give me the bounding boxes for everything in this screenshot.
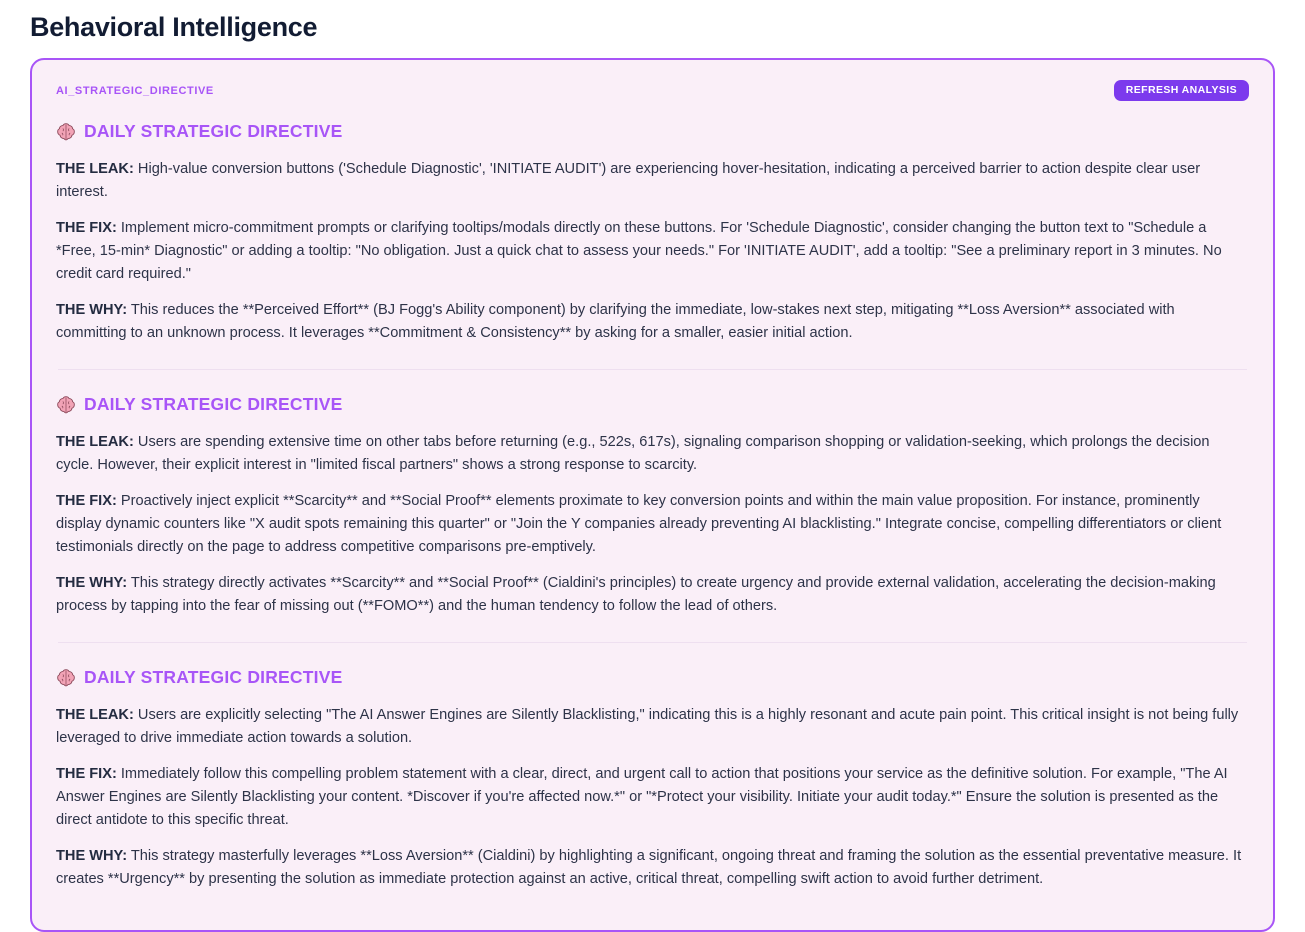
leak-paragraph — [56, 431, 1249, 477]
leak-paragraph — [56, 158, 1249, 204]
section-divider — [58, 642, 1247, 643]
section-heading-label: DAILY STRATEGIC DIRECTIVE — [84, 394, 343, 414]
directive-section — [56, 667, 1249, 891]
why-paragraph — [56, 845, 1249, 891]
fix-label: THE FIX: — [56, 220, 117, 236]
fix-label: THE FIX: — [56, 766, 117, 782]
section-heading-label: DAILY STRATEGIC DIRECTIVE — [84, 667, 343, 687]
why-text: This reduces the **Perceived Effort** (BJ Fogg's Ability component) by clarifying the immediate, low-stakes next step, mitigating **Loss Aversion** associated with committing to an unknown process. It leverages **Commitment & Consistency** by asking for a smaller, easier initial action. — [56, 302, 1175, 341]
fix-label: THE FIX: — [56, 493, 117, 509]
why-text: This strategy directly activates **Scarcity** and **Social Proof** (Cialdini's principles) to create urgency and provide external validation, accelerating the decision-making process by tapping into the fear of missing out (**FOMO**) and the human tendency to follow the lead of others. — [56, 575, 1216, 614]
refresh-analysis-button[interactable]: REFRESH ANALYSIS — [1114, 80, 1249, 101]
fix-text: Implement micro-commitment prompts or clarifying tooltips/modals directly on these buttons. For 'Schedule Diagnostic', consider changing the button text to "Schedule a *Free, 15-min* Diagnostic" or adding a tooltip: "No obligation. Just a quick chat to assess your needs." For 'INITIATE AUDIT', add a tooltip: "See a preliminary report in 3 minutes. No credit card required." — [56, 220, 1222, 282]
section-heading — [56, 667, 1249, 688]
section-heading — [56, 394, 1249, 415]
leak-label: THE LEAK: — [56, 434, 134, 450]
card-header — [56, 80, 1249, 101]
why-label: THE WHY: — [56, 302, 128, 318]
section-heading — [56, 121, 1249, 142]
leak-text: Users are spending extensive time on other tabs before returning (e.g., 522s, 617s), signaling comparison shopping or validation-seeking, which prolongs the decision cycle. However, their explicit interest in "limited fiscal partners" shows a strong response to scarcity. — [56, 434, 1210, 473]
why-text: This strategy masterfully leverages **Loss Aversion** (Cialdini) by highlighting a significant, ongoing threat and framing the solution as the essential preventative measure. It creates **Urgency** by presenting the solution as immediate protection against an active, critical threat, compelling swift action to avoid further detriment. — [56, 848, 1242, 887]
leak-text: High-value conversion buttons ('Schedule Diagnostic', 'INITIATE AUDIT') are experiencing hover-hesitation, indicating a perceived barrier to action despite clear user interest. — [56, 161, 1201, 200]
fix-paragraph — [56, 763, 1249, 832]
brain-icon — [56, 395, 76, 415]
brain-icon — [56, 668, 76, 688]
why-paragraph — [56, 299, 1249, 345]
fix-text: Immediately follow this compelling problem statement with a clear, direct, and urgent call to action that positions your service as the definitive solution. For example, "The AI Answer Engines are Silently Blacklisting your content. *Discover if you're affected now.*" or "*Protect your visibility. Initiate your audit today.*" Ensure the solution is presented as the direct antidote to this specific threat. — [56, 766, 1228, 828]
fix-paragraph — [56, 490, 1249, 559]
section-divider — [58, 369, 1247, 370]
fix-paragraph — [56, 217, 1249, 286]
card-label: AI_STRATEGIC_DIRECTIVE — [56, 84, 214, 97]
directive-section — [56, 394, 1249, 618]
leak-label: THE LEAK: — [56, 161, 134, 177]
why-label: THE WHY: — [56, 575, 128, 591]
leak-label: THE LEAK: — [56, 707, 134, 723]
why-label: THE WHY: — [56, 848, 128, 864]
section-heading-label: DAILY STRATEGIC DIRECTIVE — [84, 121, 343, 141]
page-title: Behavioral Intelligence — [30, 12, 318, 42]
fix-text: Proactively inject explicit **Scarcity** and **Social Proof** elements proximate to key conversion points and within the main value proposition. For instance, prominently display dynamic counters like "X audit spots remaining this quarter" or "Join the Y companies already preventing AI blacklisting." Integrate concise, compelling differentiators or client testimonials directly on the page to address competitive comparisons pre-emptively. — [56, 493, 1222, 555]
strategic-directive-card — [30, 58, 1275, 932]
leak-paragraph — [56, 704, 1249, 750]
why-paragraph — [56, 572, 1249, 618]
leak-text: Users are explicitly selecting "The AI Answer Engines are Silently Blacklisting," indicating this is a highly resonant and acute pain point. This critical insight is not being fully leveraged to drive immediate action towards a solution. — [56, 707, 1239, 746]
directive-section — [56, 121, 1249, 345]
brain-icon — [56, 122, 76, 142]
